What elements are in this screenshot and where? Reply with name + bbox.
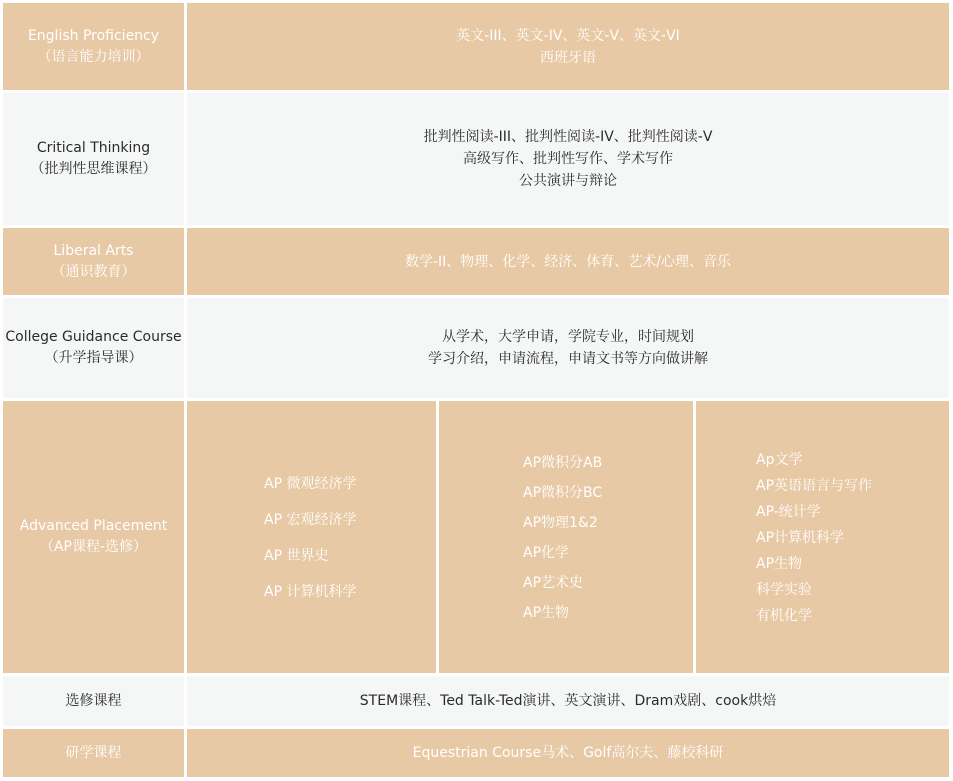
label-en: Liberal Arts [53,242,134,259]
ap-course: AP-统计学 [756,504,821,520]
label-en: Critical Thinking [36,140,151,156]
content-line: 公共演讲与辩论 [519,173,617,189]
label-zh: （批判性思维课程） [30,161,157,177]
content-line: 学习介绍，申请流程，申请文书等方向做讲解 [428,351,708,367]
label-en: College Guidance Course [5,329,182,345]
label-zh: （通识教育） [51,263,136,280]
label-zh: 研学课程 [65,744,122,761]
row-content-elective [187,676,949,726]
row-label-critical [3,93,184,225]
row-label-guidance [3,298,184,398]
row-content-english [187,3,949,90]
row-label-study [3,729,184,777]
content-line: 高级写作、批判性写作、学术写作 [463,151,673,167]
content-line: 西班牙语 [540,49,596,66]
ap-column-2 [439,401,693,673]
label-en: Advanced Placement [19,518,168,534]
ap-course: AP物理1&2 [523,515,598,531]
row-label-ap [3,401,184,673]
row-content-guidance [187,298,949,398]
ap-course: AP 世界史 [264,548,329,564]
content-line: 英文-III、英文-IV、英文-V、英文-VI [456,27,680,44]
ap-course: AP生物 [523,605,570,621]
ap-course: AP英语语言与写作 [756,478,873,494]
label-zh: （升学指导课） [44,350,143,366]
row-content-critical [187,93,949,225]
label-zh: （语言能力培训） [37,48,150,65]
row-content-liberal [187,228,949,295]
row-label-english [3,3,184,90]
label-zh: （AP课程-选修） [39,539,148,555]
content-line: 批判性阅读-III、批判性阅读-IV、批判性阅读-V [423,129,713,145]
ap-course: AP 微观经济学 [264,476,357,492]
row-content-study [187,729,949,777]
content-line: 数学-II、物理、化学、经济、体育、艺术/心理、音乐 [404,253,732,270]
ap-course: AP计算机科学 [756,530,845,546]
ap-course: AP化学 [523,545,570,561]
row-label-elective [3,676,184,726]
content-line: STEM课程、Ted Talk-Ted演讲、英文演讲、Dram戏剧、cook烘焙 [359,693,777,709]
ap-course: AP微积分BC [523,485,603,501]
label-zh: 选修课程 [65,692,122,709]
content-line: Equestrian Course马术、Golf高尔夫、藤校科研 [412,745,724,761]
ap-course: AP生物 [756,556,803,572]
ap-course: AP 宏观经济学 [264,512,357,528]
ap-column-3 [696,401,949,673]
label-en: English Proficiency [27,27,160,44]
content-line: 从学术，大学申请，学院专业，时间规划 [442,329,694,345]
ap-course: AP艺术史 [523,575,584,591]
ap-course: AP微积分AB [523,455,603,471]
row-label-liberal [3,228,184,295]
ap-course: AP 计算机科学 [264,584,357,600]
ap-column-1 [187,401,436,673]
ap-course: 有机化学 [756,608,812,624]
ap-course: Ap文学 [756,452,803,468]
ap-course: 科学实验 [756,582,812,598]
